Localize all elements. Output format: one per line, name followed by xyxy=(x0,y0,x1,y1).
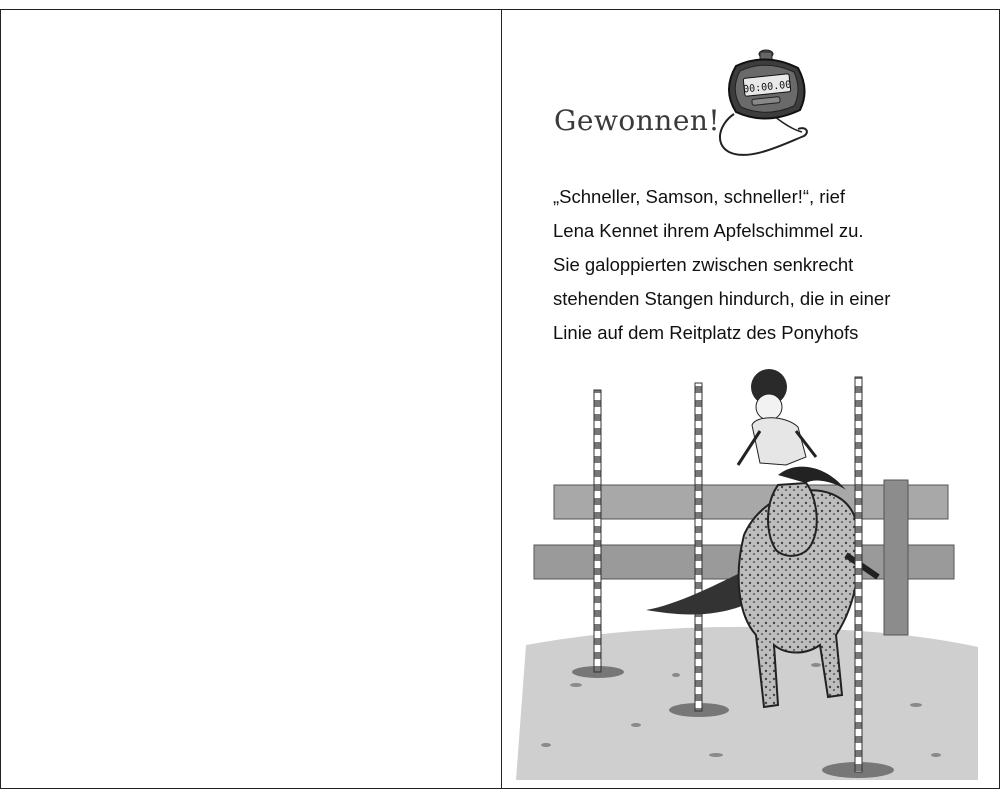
text-line: Linie auf dem Reitplatz des Ponyhofs xyxy=(553,322,859,343)
right-page xyxy=(502,10,999,788)
text-line: Sie galoppierten zwischen senkrecht xyxy=(553,254,854,275)
stopwatch-display: 00:00.00 xyxy=(742,79,792,96)
text-line: stehenden Stangen hindurch, die in einer xyxy=(553,288,891,309)
horse-rider-pole-bending-illustration xyxy=(516,365,986,780)
left-page-blank xyxy=(1,10,502,788)
book-spread xyxy=(0,9,1000,789)
chapter-title: Gewonnen! xyxy=(554,104,721,137)
text-line: „Schneller, Samson, schneller!“, rief xyxy=(553,186,846,207)
chapter-body-text xyxy=(553,180,973,350)
text-line: Lena Kennet ihrem Apfelschimmel zu. xyxy=(553,220,864,241)
stopwatch-icon xyxy=(714,44,814,162)
